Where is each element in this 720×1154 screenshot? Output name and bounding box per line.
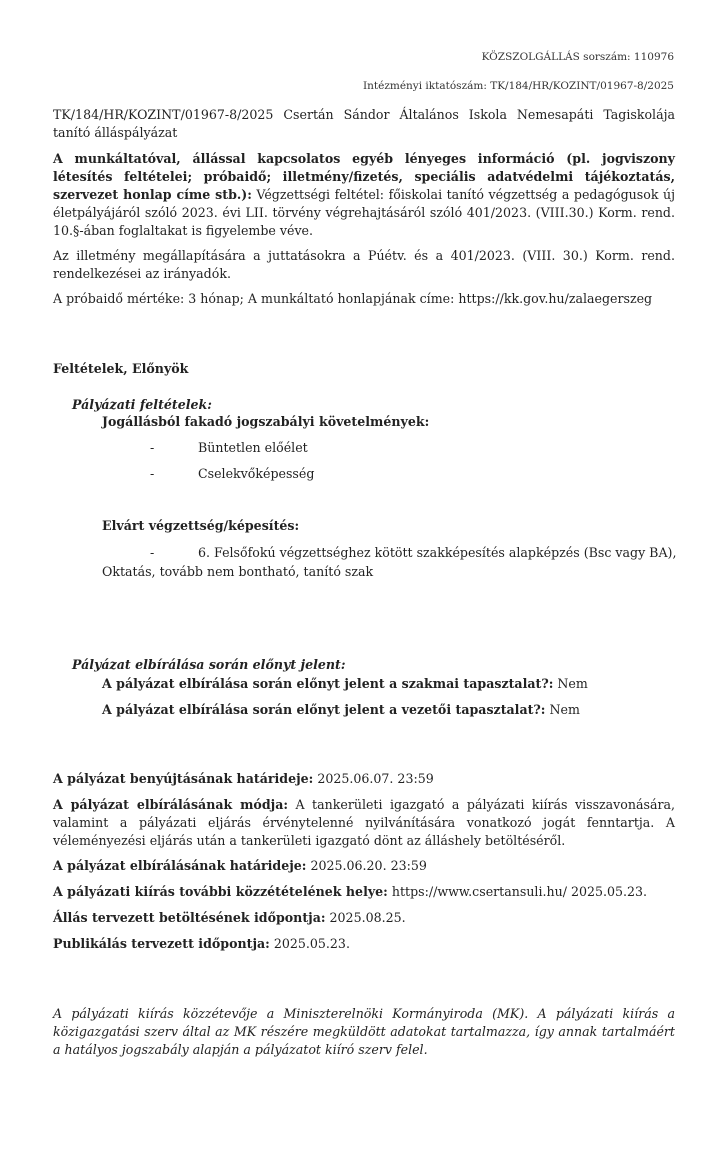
document-title: TK/184/HR/KOZINT/01967-8/2025 Csertán Sándor Általános Iskola Nemesapáti Tagiskolája tanító álláspályázat xyxy=(53,107,675,140)
vegzettseg-heading: Elvárt végzettség/képesítés: xyxy=(102,518,300,533)
mod-value: A tankerületi igazgató a pályázati kiírás visszavonására, valamint a pályázati eljárás érvénytelenné nyilvánítására vonatkozó jogát fenntartja. A véleményezési eljárás után a tankerületi igazgató dönt az álláshely betöltéséről. xyxy=(53,797,675,848)
kozzetetel-value: https://www.csertansuli.hu/ 2025.05.23. xyxy=(387,884,648,899)
elbiralas-hatarido-value: 2025.06.20. 23:59 xyxy=(306,858,427,873)
mod-paragraph xyxy=(53,796,675,850)
kozzetetel-line xyxy=(53,883,647,901)
illetmeny-paragraph: Az illetmény megállapítására a juttatásokra a Púétv. és a 401/2023. (VIII. 30.) Korm. rend. rendelkezései az irányadók. xyxy=(53,248,675,281)
info-paragraph xyxy=(53,150,675,240)
conditions-heading: Feltételek, Előnyök xyxy=(53,361,189,376)
info-label: A munkáltatóval, állással kapcsolatos egyéb lényeges információ (pl. jogviszony létesítés feltételei; próbaidő; illetmény/fizetés, speciális adatvédelmi tájékoztatás, szervezet honlap címe stb.): xyxy=(53,151,675,202)
hatarido-value: 2025.06.07. 23:59 xyxy=(313,771,434,786)
advantages-heading: Pályázat elbírálása során előnyt jelent: xyxy=(72,657,346,672)
hatarido-label: A pályázat benyújtásának határideje: xyxy=(53,771,314,786)
vegzettseg-line2: Oktatás, tovább nem bontható, tanító szak xyxy=(102,564,374,579)
list-item: Cselekvőképesség xyxy=(198,466,315,481)
elbiralas-hatarido-label: A pályázat elbírálásának határideje: xyxy=(53,858,307,873)
iktato-header: Intézményi iktatószám: TK/184/HR/KOZINT/01967-8/2025 xyxy=(363,80,674,92)
publikalas-label: Publikálás tervezett időpontja: xyxy=(53,936,270,951)
betoltes-value: 2025.08.25. xyxy=(325,910,406,925)
palyazati-feltetelek-heading: Pályázati feltételek: xyxy=(72,397,212,412)
jogallas-heading: Jogállásból fakadó jogszabályi követelmények: xyxy=(102,414,430,429)
list-item: Büntetlen előélet xyxy=(198,440,308,455)
sorszam-header: KÖZSZOLGÁLLÁS sorszám: 110976 xyxy=(481,51,674,63)
szakmai-label: A pályázat elbírálása során előnyt jelent a szakmai tapasztalat?: xyxy=(102,676,554,691)
szakmai-tapasztalat xyxy=(102,675,588,693)
list-dash: - xyxy=(150,466,155,481)
szakmai-value: Nem xyxy=(553,676,588,691)
kozzetetel-label: A pályázati kiírás további közzétételének helye: xyxy=(53,884,388,899)
vezetoi-tapasztalat xyxy=(102,701,580,719)
mod-label: A pályázat elbírálásának módja: xyxy=(53,797,289,812)
vezetoi-value: Nem xyxy=(545,702,580,717)
elbiralas-hatarido-line xyxy=(53,857,427,875)
publikalas-line xyxy=(53,935,350,953)
betoltes-line xyxy=(53,909,406,927)
betoltes-label: Állás tervezett betöltésének időpontja: xyxy=(53,910,326,925)
footer-disclaimer: A pályázati kiírás közzétevője a Miniszterelnöki Kormányiroda (MK). A pályázati kiírás a közigazgatási szerv által az MK részére megküldött adatokat tartalmazza, így annak tartalmáért a hatályos jogszabály alapján a pályázatot kiíró szerv felel. xyxy=(53,1006,675,1057)
publikalas-value: 2025.05.23. xyxy=(269,936,350,951)
list-dash: - xyxy=(150,545,155,560)
list-dash: - xyxy=(150,440,155,455)
info-text: Végzettségi feltétel: főiskolai tanító végzettség a pedagógusok új életpályájáról szóló 2023. évi LII. törvény végrehajtásáról szóló 401/2023. (VIII.30.) Korm. rend. 10.§-ában foglaltakat is figyelembe véve. xyxy=(53,187,675,238)
probaido-paragraph: A próbaidő mértéke: 3 hónap; A munkáltató honlapjának címe: https://kk.gov.hu/zalaegerszeg xyxy=(53,291,653,306)
hatarido-line xyxy=(53,770,434,788)
vezetoi-label: A pályázat elbírálása során előnyt jelent a vezetői tapasztalat?: xyxy=(102,702,546,717)
vegzettseg-line1: 6. Felsőfokú végzettséghez kötött szakképesítés alapképzés (Bsc vagy BA), xyxy=(198,545,677,560)
